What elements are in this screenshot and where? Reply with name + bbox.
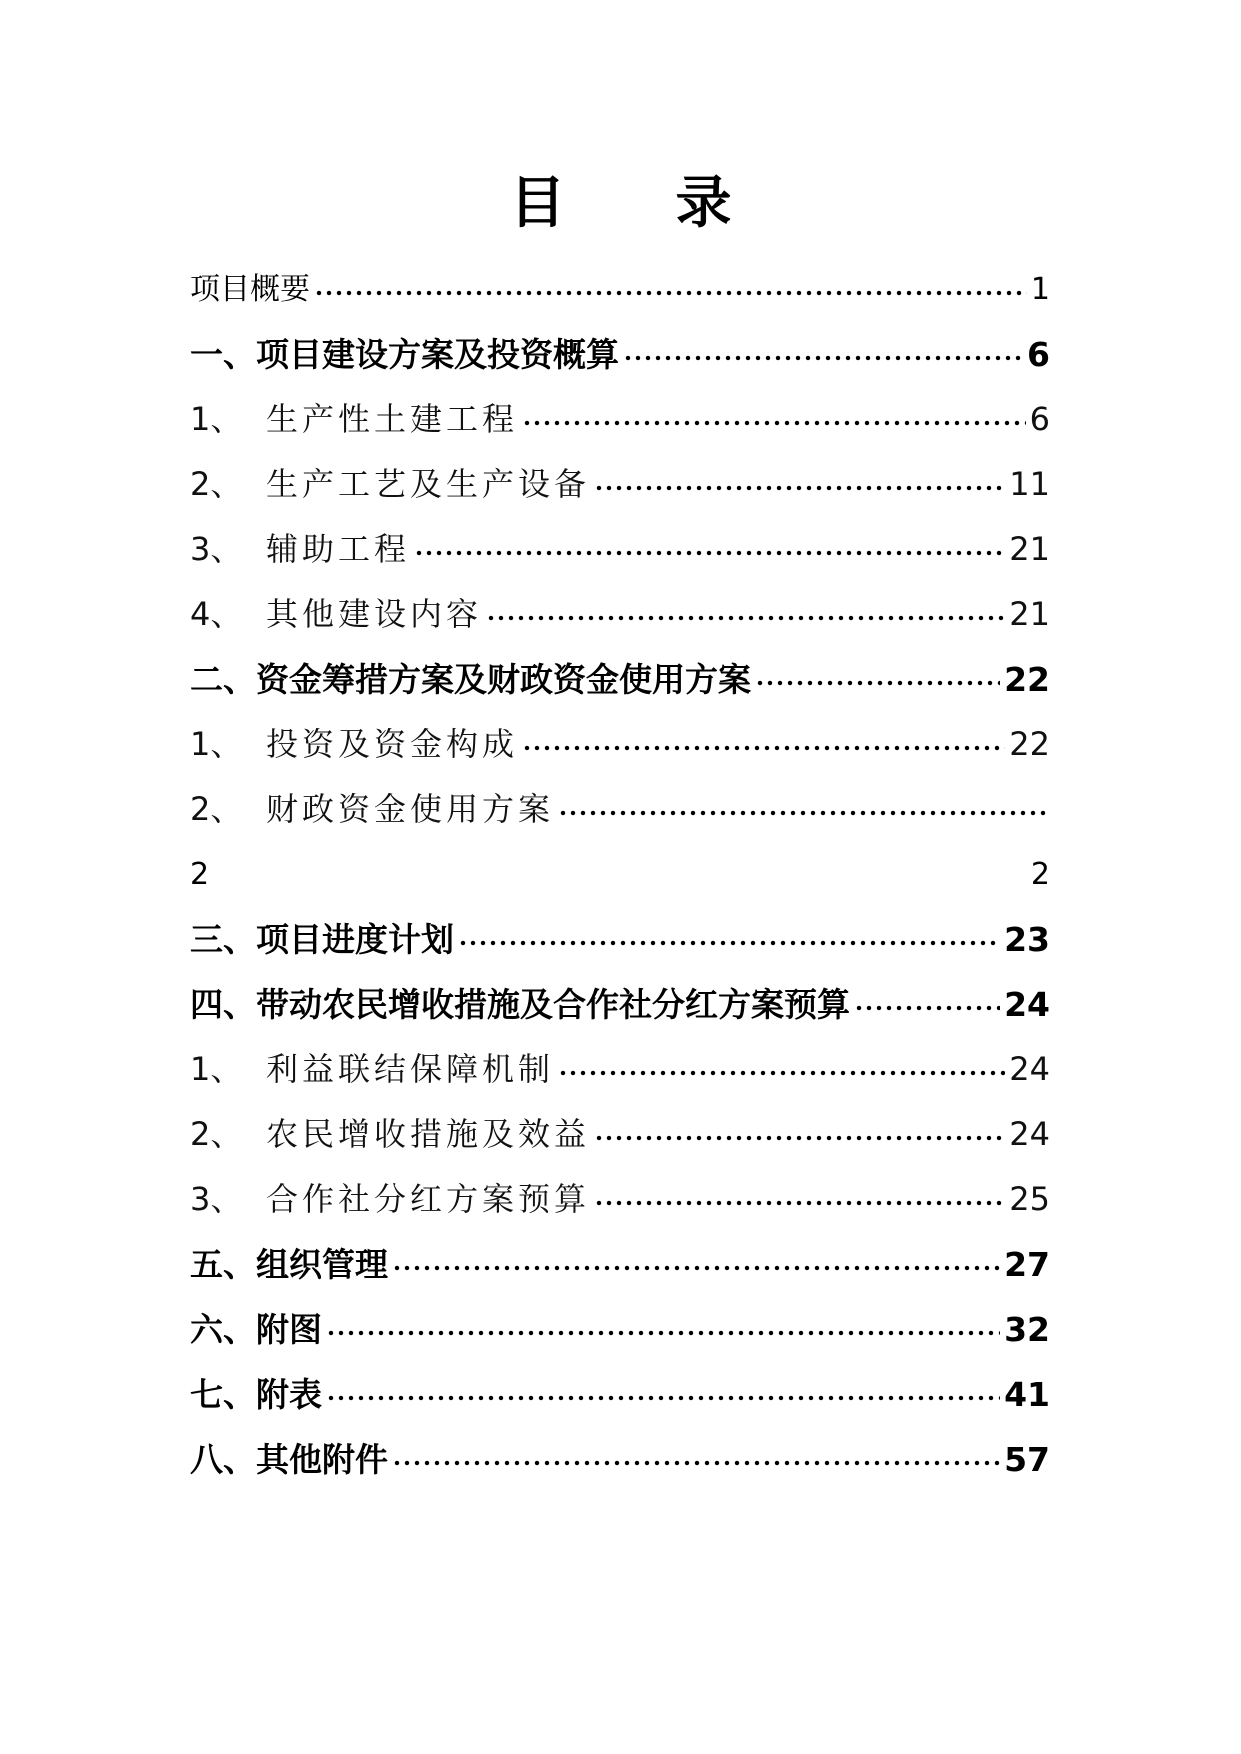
dot-leader [458,940,1000,946]
dot-leader [594,1200,1005,1206]
dot-leader [558,810,1050,816]
toc-label [190,1167,590,1232]
toc-entry-section-2[interactable] [190,647,1050,712]
dot-leader [414,550,1005,556]
dot-leader [755,680,1000,686]
toc-label [190,712,518,777]
toc-page-number: 24 [1009,1050,1050,1088]
toc-item-text: 其他建设内容 [266,595,483,633]
dot-leader [623,355,1023,361]
toc-entry-section-1-2[interactable] [190,452,1050,517]
toc-page-number: 23 [1004,920,1050,959]
toc-entry-section-1-4[interactable] [190,582,1050,647]
toc-page-number: 21 [1009,595,1050,633]
toc-item-number: 2、 [190,790,243,828]
toc-page-number: 57 [1004,1440,1050,1479]
toc-page-number: 22 [1009,725,1050,763]
toc-page-number: 22 [1004,660,1050,699]
toc-entry-section-6[interactable] [190,1297,1050,1362]
dot-leader [594,1135,1005,1141]
toc-item-number: 1、 [190,400,243,438]
toc-page-number: 1 [1030,272,1050,307]
toc-entry-section-7[interactable] [190,1362,1050,1427]
dot-leader [392,1460,1000,1466]
dot-leader [558,1070,1005,1076]
toc-entry-section-4[interactable] [190,972,1050,1037]
dot-leader [326,1395,1000,1401]
toc-entry-overview[interactable] [190,258,1050,322]
toc-item-text: 利益联结保障机制 [266,1050,555,1088]
toc-label [190,387,518,452]
table-of-contents [190,258,1050,1492]
toc-label: 四、带动农民增收措施及合作社分红方案预算 [190,985,850,1024]
toc-page-number: 32 [1004,1310,1050,1349]
toc-label [190,452,590,517]
toc-label: 二、资金筹措方案及财政资金使用方案 [190,660,751,699]
toc-entry-section-1[interactable] [190,322,1050,387]
toc-item-text: 合作社分红方案预算 [266,1180,591,1218]
toc-item-text: 投资及资金构成 [266,725,519,763]
toc-label: 一、项目建设方案及投资概算 [190,335,619,374]
title-char-1: 目 [509,170,566,236]
toc-label: 项目概要 [190,272,310,307]
toc-entry-section-4-2[interactable] [190,1102,1050,1167]
toc-item-text: 农民增收措施及效益 [266,1115,591,1153]
dot-leader [854,1005,1000,1011]
dot-leader [486,615,1005,621]
toc-item-number: 1、 [190,1050,243,1088]
toc-label [190,517,410,582]
toc-entry-section-2-2-continuation [190,842,1050,907]
dot-leader [594,485,1005,491]
toc-label [190,582,482,647]
toc-item-text: 辅助工程 [266,530,411,568]
toc-item-number: 2、 [190,1115,243,1153]
toc-label: 五、组织管理 [190,1245,388,1284]
toc-label: 七、附表 [190,1375,322,1414]
dot-leader [392,1265,1000,1271]
toc-entry-section-8[interactable] [190,1427,1050,1492]
toc-page-number: 21 [1009,530,1050,568]
toc-label: 三、项目进度计划 [190,920,454,959]
toc-page-number: 24 [1009,1115,1050,1153]
toc-item-text: 生产工艺及生产设备 [266,465,591,503]
dot-leader [522,420,1026,426]
toc-label [190,1102,590,1167]
toc-label [190,1037,554,1102]
toc-label: 六、附图 [190,1310,322,1349]
dot-leader [326,1330,1000,1336]
toc-page-number: 6 [1027,335,1050,374]
toc-entry-section-1-1[interactable] [190,387,1050,452]
toc-page-number: 25 [1009,1180,1050,1218]
page-title [0,168,1241,238]
toc-page-number: 11 [1009,465,1050,503]
toc-page-number: 24 [1004,985,1050,1024]
toc-wrapped-page-right: 2 [1030,857,1050,892]
toc-entry-section-5[interactable] [190,1232,1050,1297]
toc-entry-section-2-2[interactable] [190,777,1050,842]
toc-entry-section-1-3[interactable] [190,517,1050,582]
toc-item-number: 1、 [190,725,243,763]
dot-leader [314,290,1027,296]
toc-entry-section-3[interactable] [190,907,1050,972]
toc-label: 八、其他附件 [190,1440,388,1479]
dot-leader [522,745,1005,751]
toc-item-text: 生产性土建工程 [266,400,519,438]
toc-entry-section-4-3[interactable] [190,1167,1050,1232]
title-char-2: 录 [675,170,732,236]
toc-page-number: 41 [1004,1375,1050,1414]
toc-entry-section-4-1[interactable] [190,1037,1050,1102]
toc-item-text: 财政资金使用方案 [266,790,555,828]
toc-entry-section-2-1[interactable] [190,712,1050,777]
toc-wrapped-page-left: 2 [190,857,210,892]
toc-page-number: 27 [1004,1245,1050,1284]
toc-page-number: 6 [1029,400,1050,438]
toc-item-number: 4、 [190,595,243,633]
toc-item-number: 3、 [190,530,243,568]
toc-label [190,777,554,842]
toc-item-number: 3、 [190,1180,243,1218]
toc-item-number: 2、 [190,465,243,503]
